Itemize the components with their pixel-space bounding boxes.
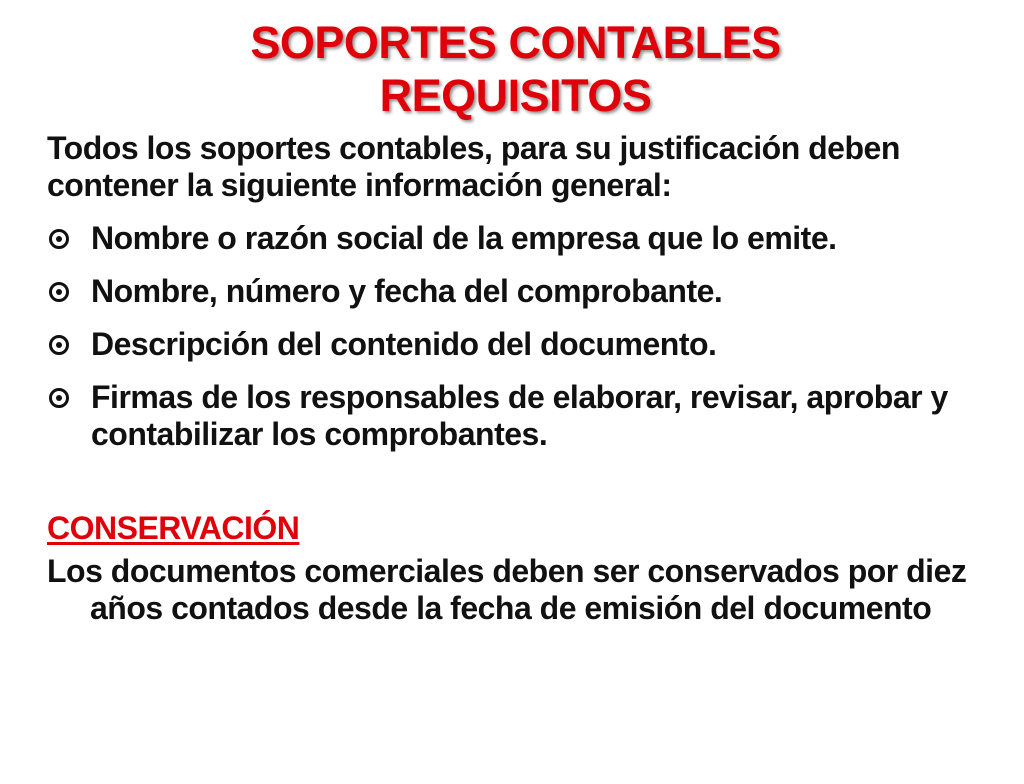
circle-dot-icon <box>49 282 69 302</box>
list-item <box>47 220 984 257</box>
list-item-text: Descripción del contenido del documento. <box>91 326 717 363</box>
circle-dot-icon <box>49 335 69 355</box>
list-item <box>47 379 984 453</box>
title-line-2: REQUISITOS <box>379 70 652 122</box>
conservation-heading: CONSERVACIÓN <box>47 510 300 547</box>
conservation-paragraph: Los documentos comerciales deben ser conservados por diez años contados desde la fecha de emisión del documento <box>47 553 967 627</box>
circle-dot-icon <box>49 388 69 408</box>
title-line-1: SOPORTES CONTABLES <box>250 17 781 68</box>
circle-dot-icon <box>49 229 69 249</box>
slide <box>0 16 1024 784</box>
intro-paragraph: Todos los soportes contables, para su justificación deben contener la siguiente información general: <box>47 130 900 204</box>
slide-title <box>47 16 984 122</box>
list-item <box>47 273 984 310</box>
list-item-text: Nombre o razón social de la empresa que lo emite. <box>91 220 837 257</box>
list-item-text: Firmas de los responsables de elaborar, revisar, aprobar y contabilizar los comprobantes. <box>91 379 948 453</box>
requirements-list <box>47 220 984 453</box>
list-item-text: Nombre, número y fecha del comprobante. <box>91 273 723 310</box>
list-item <box>47 326 984 363</box>
